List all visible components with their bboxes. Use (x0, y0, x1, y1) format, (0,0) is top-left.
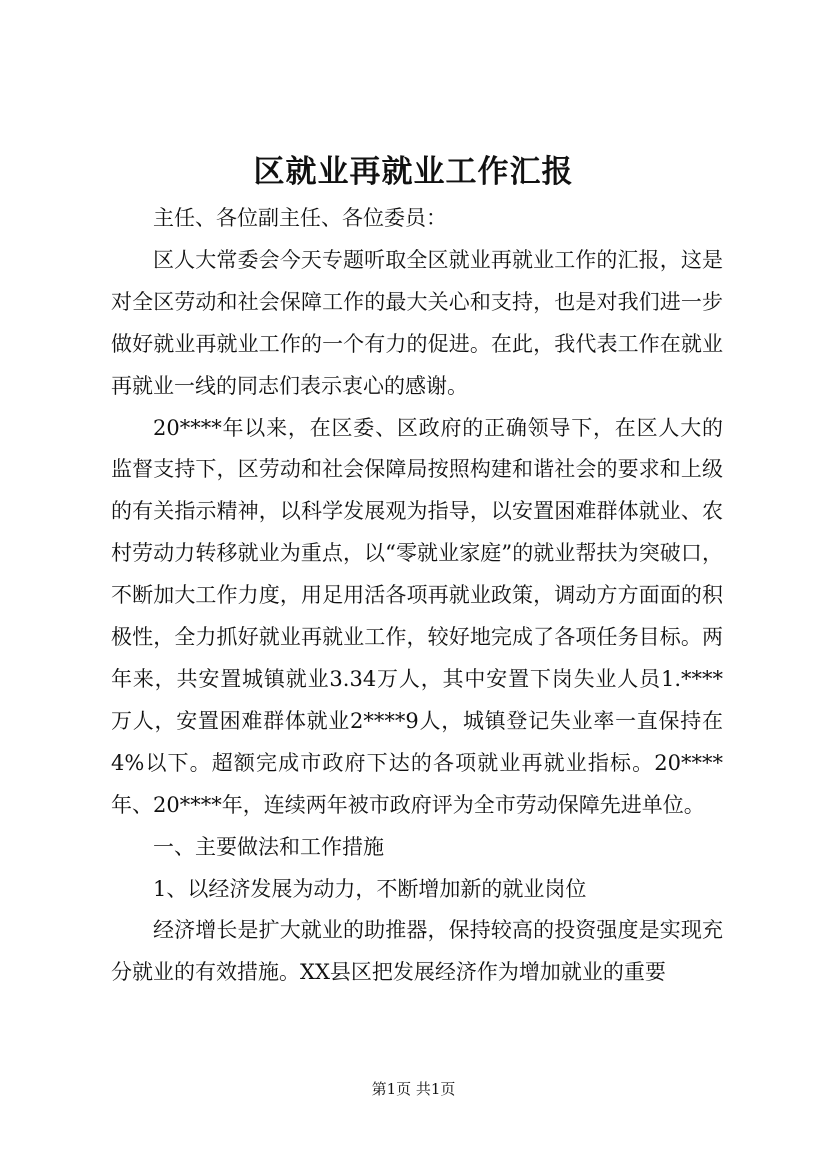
document-body (111, 198, 723, 994)
salutation-paragraph: 主任、各位副主任、各位委员： (153, 206, 447, 230)
document-title: 区就业再就业工作汇报 (253, 154, 574, 190)
page-footer: 第1页 共1页 (371, 1080, 456, 1098)
body-paragraph: 经济增长是扩大就业的助推器，保持较高的投资强度是实现充分就业的有效措施。XX县区把发展经济作为增加就业的重要 (111, 918, 723, 985)
summary-paragraph: 20****年以来，在区委、区政府的正确领导下，在区人大的监督支持下，区劳动和社会保障局按照构建和谐社会的要求和上级的有关指示精神，以科学发展观为指导，以安置困难群体就业、农村劳动力转移就业为重点，以“零就业家庭”的就业帮扶为突破口，不断加大工作力度，用足用活各项再就业政策，调动方方面面的积极性，全力抓好就业再就业工作，较好地完成了各项任务目标。两年来，共安置城镇就业3.34万人，其中安置下岗失业人员1.****万人，安置困难群体就业2****9人，城镇登记失业率一直保持在4%以下。超额完成市政府下达的各项就业再就业指标。20****年、20****年，连续两年被市政府评为全市劳动保障先进单位。 (111, 415, 723, 817)
subsection-heading: 1、以经济发展为动力，不断增加新的就业岗位 (153, 876, 587, 901)
intro-paragraph: 区人大常委会今天专题听取全区就业再就业工作的汇报，这是对全区劳动和社会保障工作的最大关心和支持，也是对我们进一步做好就业再就业工作的一个有力的促进。在此，我代表工作在就业再就业一线的同志们表示衷心的感谢。 (111, 247, 723, 398)
section-heading: 一、主要做法和工作措施 (153, 834, 384, 859)
